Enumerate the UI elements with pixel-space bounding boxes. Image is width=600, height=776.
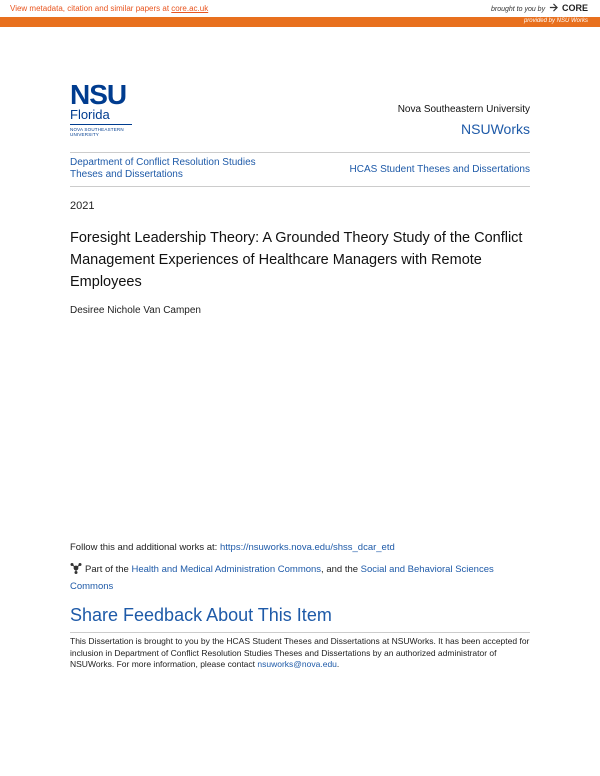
paper-author: Desiree Nichole Van Campen bbox=[70, 305, 201, 316]
logo-nsu: NSU bbox=[70, 79, 127, 110]
logo-divider bbox=[70, 124, 132, 125]
core-link[interactable]: core.ac.uk bbox=[171, 4, 209, 13]
divider-bottom bbox=[70, 186, 530, 187]
follow-line bbox=[70, 542, 395, 553]
institution-name: Nova Southeastern University bbox=[397, 104, 530, 115]
divider-top bbox=[70, 152, 530, 153]
core-logo-icon bbox=[549, 3, 558, 12]
part-of-text: Part of the bbox=[85, 564, 132, 575]
and-text: , and the bbox=[321, 564, 361, 575]
core-provided-by: provided by NSU Works bbox=[523, 18, 588, 24]
follow-text: Follow this and additional works at: bbox=[70, 542, 220, 553]
core-metadata-text bbox=[10, 4, 208, 13]
logo-univ-line1: NOVA SOUTHEASTERN bbox=[70, 127, 124, 132]
divider-feedback bbox=[70, 632, 530, 633]
core-view-text: View metadata, citation and similar papers at bbox=[10, 4, 172, 13]
core-brand[interactable]: CORE bbox=[561, 3, 588, 13]
follow-url-link[interactable]: https://nsuworks.nova.edu/shss_dcar_etd bbox=[219, 542, 395, 553]
nsuworks-link[interactable]: NSUWorks bbox=[461, 121, 530, 137]
share-feedback-link[interactable]: Share Feedback About This Item bbox=[70, 605, 332, 625]
social-commons-link[interactable]: Social and Behavioral Sciences Commons bbox=[70, 564, 494, 592]
core-banner bbox=[0, 0, 600, 27]
part-of-line bbox=[70, 561, 530, 595]
nsu-florida-logo bbox=[70, 79, 145, 137]
contact-email-link[interactable]: nsuworks@nova.edu bbox=[257, 659, 337, 669]
publication-year: 2021 bbox=[70, 200, 95, 212]
logo-univ-line2: UNIVERSITY bbox=[70, 132, 100, 137]
paper-title: Foresight Leadership Theory: A Grounded Theory Study of the Conflict Management Experiences of Healthcare Managers with Remote Employees bbox=[70, 230, 523, 290]
core-brought-by bbox=[491, 3, 588, 13]
notice-paragraph bbox=[70, 636, 530, 671]
notice-end: . bbox=[336, 659, 340, 669]
logo-florida: Florida bbox=[70, 107, 110, 122]
core-banner-top bbox=[0, 0, 600, 17]
core-brought-text: brought to you by bbox=[490, 6, 546, 13]
network-icon bbox=[70, 562, 82, 574]
notice-text: This Dissertation is brought to you by the HCAS Student Theses and Dissertations at NSUWorks. It has been accepted for inclusion in Department of Conflict Resolution Studies Theses and Dissertations by an authorized administrator of NSUWorks. For more information, please contact bbox=[70, 636, 530, 669]
core-banner-bottom bbox=[0, 17, 600, 27]
health-commons-link[interactable]: Health and Medical Administration Commons bbox=[131, 564, 322, 575]
department-collection-link[interactable]: Department of Conflict Resolution Studies Theses and Dissertations bbox=[70, 157, 256, 180]
hcas-collection-link[interactable]: HCAS Student Theses and Dissertations bbox=[349, 164, 530, 175]
